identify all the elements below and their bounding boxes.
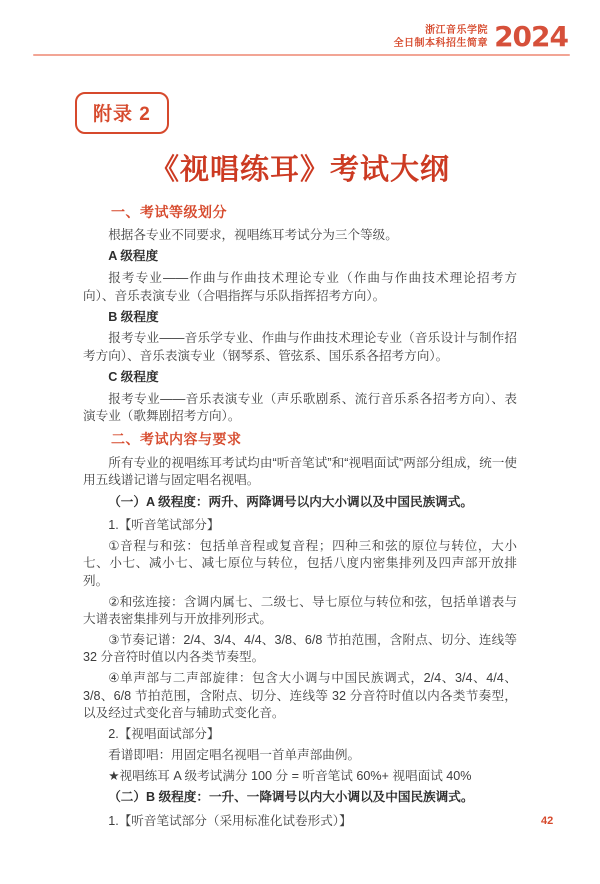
list-item: 2.【视唱面试部分】 bbox=[108, 727, 220, 742]
page-header bbox=[393, 20, 568, 53]
paragraph: 报考专业——作曲与作曲技术理论专业（作曲与作曲技术理论招考方向）、音乐表演专业（合唱指挥与乐队指挥招考方向）。 bbox=[83, 271, 517, 303]
header-year: 2024 bbox=[494, 20, 568, 53]
paragraph: 根据各专业不同要求，视唱练耳考试分为三个等级。 bbox=[108, 228, 398, 243]
section-heading-1: 一、考试等级划分 bbox=[111, 204, 227, 220]
paragraph: ④单声部与二声部旋律：包含大小调与中国民族调式，2/4、3/4、4/4、3/8、6/8 节拍范围，含附点、切分、连线等 32 分音符时值以内各类节奏型，以及经过式变化音与辅助式变化音。 bbox=[83, 671, 517, 721]
paragraph: 所有专业的视唱练耳考试均由“听音笔试”和“视唱面试”两部分组成，统一使用五线谱记谱与固定唱名视唱。 bbox=[83, 455, 517, 488]
page-title: 《视唱练耳》考试大纲 bbox=[149, 154, 450, 186]
header-organization bbox=[394, 24, 489, 50]
level-a-heading: A 级程度 bbox=[108, 249, 159, 264]
level-b-heading: B 级程度 bbox=[108, 309, 159, 324]
header-divider-line bbox=[33, 54, 570, 56]
paragraph: 报考专业——音乐表演专业（声乐歌剧系、流行音乐系各招考方向）、表演专业（歌舞剧招考方向）。 bbox=[83, 391, 517, 424]
list-item: 1.【听音笔试部分（采用标准化试卷形式）】 bbox=[108, 813, 352, 828]
paragraph: 报考专业——音乐学专业、作曲与作曲技术理论专业（音乐设计与制作招考方向）、音乐表演专业（钢琴系、管弦系、国乐系各招考方向）。 bbox=[83, 331, 517, 363]
list-item: 1.【听音笔试部分】 bbox=[108, 518, 220, 533]
header-org-line1: 浙江音乐学院 bbox=[425, 25, 489, 36]
score-formula-line: ★视唱练耳 A 级考试满分 100 分 = 听音笔试 60%+ 视唱面试 40% bbox=[108, 768, 472, 783]
appendix-badge: 附录 2 bbox=[75, 92, 169, 134]
paragraph: ②和弦连接：含调内属七、二级七、导七原位与转位和弦，包括单谱表与大谱表密集排列与开放排列形式。 bbox=[83, 594, 517, 627]
subsection-a-heading: （一）A 级程度：两升、两降调号以内大小调以及中国民族调式。 bbox=[108, 494, 473, 509]
subsection-b-heading: （二）B 级程度：一升、一降调号以内大小调以及中国民族调式。 bbox=[108, 790, 474, 805]
document-body bbox=[83, 198, 517, 834]
level-c-heading: C 级程度 bbox=[108, 369, 159, 384]
page-number: 42 bbox=[541, 815, 554, 827]
list-item: 看谱即唱：用固定唱名视唱一首单声部曲例。 bbox=[108, 747, 361, 762]
paragraph: ③节奏记谱：2/4、3/4、4/4、3/8、6/8 节拍范围，含附点、切分、连线等 32 分音符时值以内各类节奏型。 bbox=[83, 633, 517, 665]
section-heading-2: 二、考试内容与要求 bbox=[111, 431, 242, 448]
paragraph: ①音程与和弦：包括单音程或复音程；四种三和弦的原位与转位，大小七、小七、减小七、减七原位与转位，包括八度内密集排列及四声部开放排列。 bbox=[83, 539, 517, 588]
header-org-line2: 全日制本科招生简章 bbox=[393, 38, 489, 49]
